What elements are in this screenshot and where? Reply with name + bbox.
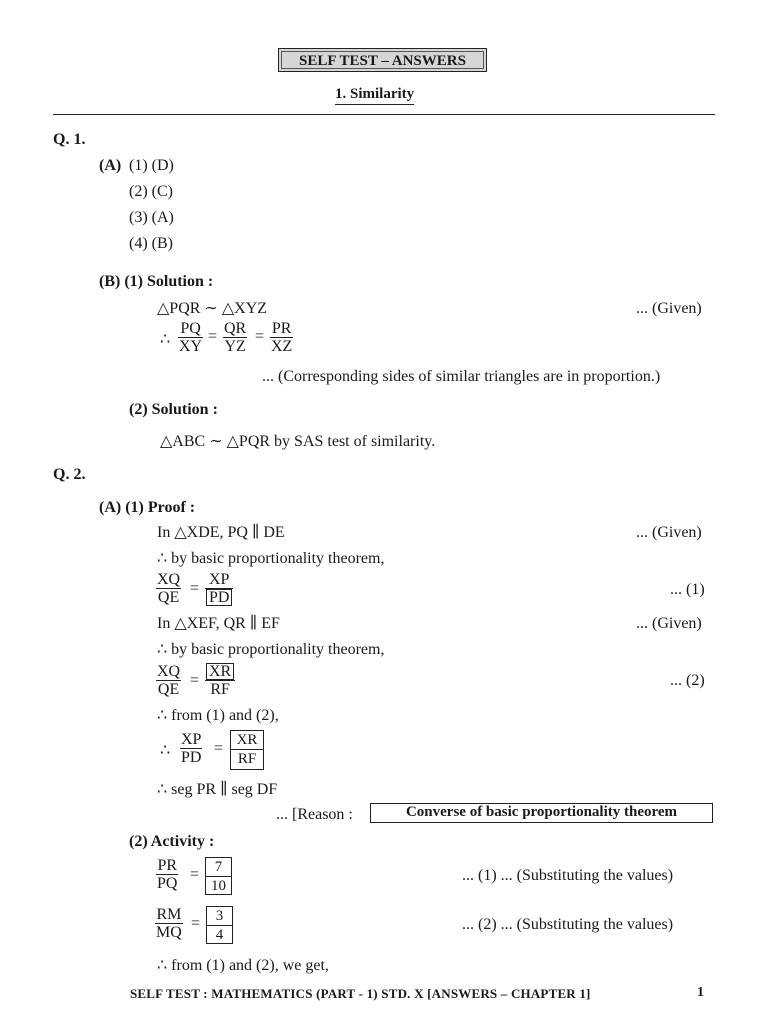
title-box bbox=[278, 48, 487, 72]
ratio-xp-pd bbox=[205, 571, 233, 606]
given-reason: ... (Given) bbox=[636, 524, 702, 541]
equals-sign: = bbox=[255, 328, 265, 345]
equation-ref-2: ... (2) bbox=[670, 672, 705, 689]
ratio-xq-qe bbox=[156, 571, 181, 606]
q1-answer-2: (2) (C) bbox=[129, 183, 173, 200]
ratio-denominator: QE bbox=[157, 681, 180, 698]
given-reason: ... (Given) bbox=[636, 300, 702, 317]
q1-partB2-label: (2) Solution : bbox=[129, 401, 218, 418]
similarity-statement: △PQR ∼ △XYZ bbox=[157, 300, 268, 317]
ratio-pq-xy bbox=[178, 320, 203, 355]
answer-box: XR bbox=[206, 663, 234, 680]
equals-sign: = bbox=[190, 580, 200, 597]
ratio-denominator bbox=[205, 589, 233, 606]
ratio-xq-qe-2 bbox=[156, 663, 181, 698]
substitution-ref-2: ... (2) ... (Substituting the values) bbox=[462, 916, 674, 933]
bpt-statement-1: ∴ by basic proportionality theorem, bbox=[157, 550, 385, 567]
conclusion-statement: ∴ seg PR ∥ seg DF bbox=[157, 781, 278, 798]
answer-box: PD bbox=[206, 589, 232, 606]
chapter-subtitle: 1. Similarity bbox=[335, 86, 414, 105]
ratio-numerator: QR bbox=[224, 320, 247, 337]
box-numerator: XR bbox=[231, 731, 263, 750]
q1-answer-4: (4) (B) bbox=[129, 235, 173, 252]
answer-box-7-10 bbox=[205, 857, 232, 895]
ratio-denominator: MQ bbox=[156, 924, 182, 941]
box-numerator: 7 bbox=[206, 858, 231, 877]
ratio-numerator: PR bbox=[157, 857, 178, 874]
ratio-numerator: XQ bbox=[157, 571, 181, 588]
equals-sign: = bbox=[190, 672, 200, 689]
q1-label: Q. 1. bbox=[53, 131, 86, 148]
box-numerator: 3 bbox=[207, 907, 232, 926]
equals-sign: = bbox=[191, 915, 201, 932]
ratio-numerator: XQ bbox=[157, 663, 181, 680]
ratio-denominator: XY bbox=[179, 338, 203, 355]
ratio-numerator: RM bbox=[156, 906, 182, 923]
ratio-denominator: PD bbox=[181, 749, 202, 766]
ratio-numerator: PQ bbox=[178, 320, 203, 338]
ratio-numerator: PR bbox=[271, 320, 292, 337]
q2-label: Q. 2. bbox=[53, 466, 86, 483]
answer-box-xr-rf bbox=[230, 730, 264, 770]
ratio-xr-rf bbox=[205, 663, 235, 698]
ratio-pr-pq bbox=[156, 857, 178, 892]
equals-sign: = bbox=[214, 740, 224, 757]
header-rule bbox=[53, 114, 715, 115]
ratio-rm-mq bbox=[155, 906, 183, 941]
box-denominator: 10 bbox=[211, 878, 226, 894]
parallel-statement-2: In △XEF, QR ∥ EF bbox=[157, 615, 280, 632]
from-1-and-2: ∴ from (1) and (2), bbox=[157, 707, 279, 724]
q1-answer-1: (1) (D) bbox=[129, 157, 174, 174]
ratio-denominator: YZ bbox=[224, 338, 246, 355]
answer-box-3-4 bbox=[206, 906, 233, 944]
box-denominator: RF bbox=[237, 751, 257, 767]
sas-statement: △ABC ∼ △PQR by SAS test of similarity. bbox=[160, 433, 436, 450]
ratio-denominator: QE bbox=[157, 589, 180, 606]
ratio-qr-yz bbox=[223, 320, 247, 355]
equation-ref-1: ... (1) bbox=[670, 581, 705, 598]
parallel-statement-1: In △XDE, PQ ∥ DE bbox=[157, 524, 285, 541]
equals-sign: = bbox=[190, 866, 200, 883]
substitution-ref-1: ... (1) ... (Substituting the values) bbox=[462, 867, 674, 884]
equals-sign: = bbox=[208, 328, 218, 345]
q1-answer-3: (3) (A) bbox=[129, 209, 174, 226]
ratio-xp-pd-2 bbox=[180, 731, 202, 766]
bpt-statement-2: ∴ by basic proportionality theorem, bbox=[157, 641, 385, 658]
q2-partA1-label: (A) (1) Proof : bbox=[99, 499, 196, 516]
ratio-denominator: RF bbox=[210, 681, 230, 698]
ratio-numerator: XP bbox=[205, 571, 233, 589]
therefore-symbol: ∴ bbox=[160, 331, 171, 348]
ratio-denominator: XZ bbox=[271, 338, 293, 355]
q2-partA2-label: (2) Activity : bbox=[129, 833, 215, 850]
box-denominator: 4 bbox=[215, 927, 224, 943]
ratio-numerator bbox=[205, 663, 235, 681]
reason-answer-box: Converse of basic proportionality theorem bbox=[370, 803, 713, 823]
proportion-reason: ... (Corresponding sides of similar triangles are in proportion.) bbox=[262, 368, 661, 385]
ratio-denominator: PQ bbox=[157, 875, 178, 892]
given-reason: ... (Given) bbox=[636, 615, 702, 632]
page-title: SELF TEST – ANSWERS bbox=[281, 51, 484, 69]
ratio-pr-xz bbox=[270, 320, 293, 355]
from-1-and-2-we-get: ∴ from (1) and (2), we get, bbox=[157, 957, 329, 974]
reason-prefix: ... [Reason : bbox=[276, 806, 353, 823]
q1-partA-label: (A) bbox=[99, 157, 122, 174]
page-footer: SELF TEST : MATHEMATICS (PART - 1) STD. X [ANSWERS – CHAPTER 1] bbox=[130, 986, 591, 1001]
page-number: 1 bbox=[697, 985, 704, 1000]
q1-partB1-label: (B) (1) Solution : bbox=[99, 273, 214, 290]
therefore-symbol: ∴ bbox=[160, 742, 171, 759]
ratio-numerator: XP bbox=[181, 731, 202, 748]
